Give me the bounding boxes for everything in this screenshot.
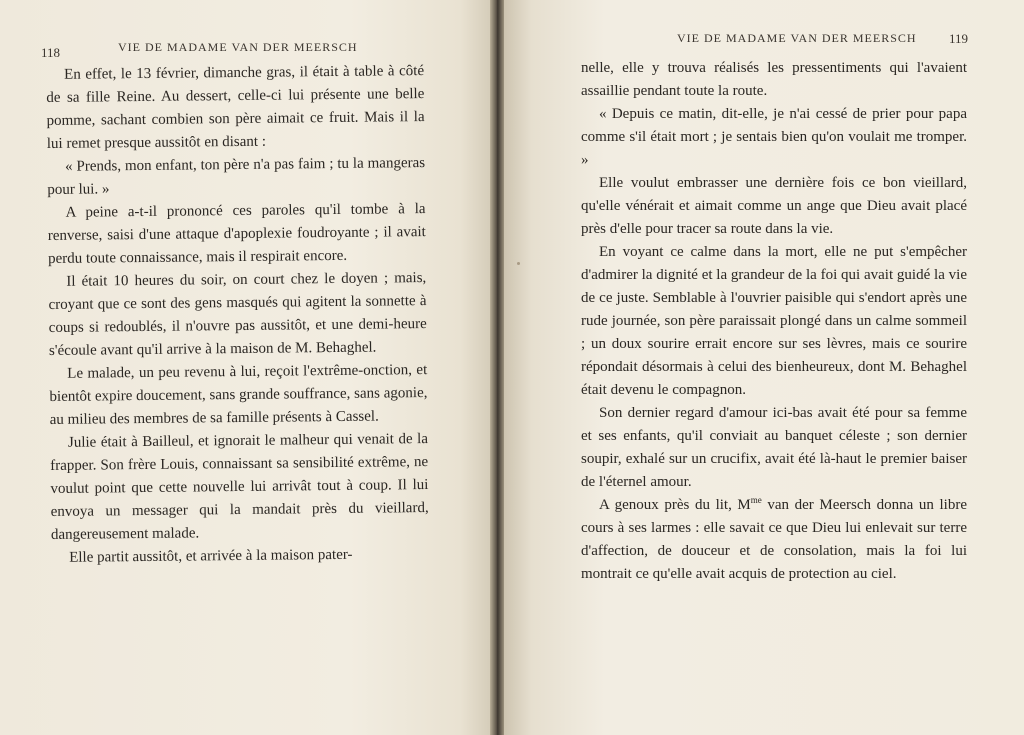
right-page xyxy=(500,0,1024,735)
paragraph: Elle voulut embrasser une dernière fois ce bon vieillard, qu'elle vénérait et aimait comme un ange que Dieu avait placé près d'elle pour tracer sa route dans la vie. xyxy=(581,175,967,237)
text-run: A genoux près du lit, M xyxy=(599,497,751,513)
text-run: van der Meersch donna un libre cours à ses larmes : elle savait ce que Dieu lui enlevait sur terre d'affection, de douceur et de consolation, mais la foi lui montrait ce qu'elle avait acquis de protection au ciel. xyxy=(581,497,967,582)
left-running-head: VIE DE MADAME VAN DER MEERSCH xyxy=(118,40,358,54)
paragraph: « Prends, mon enfant, ton père n'a pas faim ; tu la mangeras pour lui. » xyxy=(47,155,426,198)
paragraph: Julie était à Bailleul, et ignorait le malheur qui venait de la frapper. Son frère Louis, connaissant sa sensibilité extrême, ne voulut point que cette nouvelle lui arrivât tout à coup. Il lui envoya un messager qui la mandait près du vieillard, dangereusement malade. xyxy=(50,431,429,543)
right-page-number: 119 xyxy=(949,31,969,46)
superscript: me xyxy=(750,495,762,505)
paragraph: Elle partit aussitôt, et arrivée à la maison pater- xyxy=(69,546,353,566)
left-page xyxy=(0,0,500,735)
left-page-text xyxy=(46,60,429,570)
left-page-number: 118 xyxy=(41,45,61,60)
right-page-text xyxy=(581,57,967,586)
paragraph xyxy=(581,494,967,586)
paragraph: « Depuis ce matin, dit-elle, je n'ai cessé de prier pour papa comme s'il était mort ; je sentais bien qu'on voulait me tromper. » xyxy=(581,106,967,168)
paragraph: Son dernier regard d'amour ici-bas avait été pour sa femme et ses enfants, qu'il conviait au banquet céleste ; son dernier soupir, exhalé sur un crucifix, avait été là-haut le premier baiser de l'éternel amour. xyxy=(581,405,967,490)
paragraph: Il était 10 heures du soir, on court chez le doyen ; mais, croyant que ce sont des gens masqués qui agitent la sonnette à coups si redoublés, il n'ouvre pas aussitôt, et une demi-heure s'écoule avant qu'il arrive à la maison de M. Behaghel. xyxy=(48,270,427,359)
book-gutter xyxy=(490,0,504,735)
paragraph: A peine a-t-il prononcé ces paroles qu'il tombe à la renverse, saisi d'une attaque d'apoplexie foudroyante ; il avait perdu toute connaissance, mais il respirait encore. xyxy=(47,201,426,267)
paper-speck xyxy=(517,262,520,265)
paragraph: En effet, le 13 février, dimanche gras, il était à table à côté de sa fille Reine. Au dessert, celle-ci lui présente une belle pomme, sachant combien son père aimait ce fruit. Mais il la lui remet presque aussitôt en disant : xyxy=(46,63,425,152)
right-running-head: VIE DE MADAME VAN DER MEERSCH xyxy=(677,31,917,45)
paragraph: nelle, elle y trouva réalisés les pressentiments qui l'avaient assaillie pendant toute la route. xyxy=(581,60,967,99)
paragraph: Le malade, un peu revenu à lui, reçoit l'extrême-onction, et bientôt expire doucement, sans grande souffrance, sans agonie, au milieu des membres de sa famille présents à Cassel. xyxy=(49,362,428,428)
paragraph: En voyant ce calme dans la mort, elle ne put s'empêcher d'admirer la dignité et la grandeur de la foi qui avait guidé la vie de ce juste. Semblable à l'ouvrier paisible qui s'endort après une rude journée, son père paraissait plongé dans un calme sommeil ; un doux sourire errait encore sur ses lèvres, mais ce sourire répondait désormais à celui des bienheureux, dont M. Behaghel était devenu le compagnon. xyxy=(581,244,967,398)
